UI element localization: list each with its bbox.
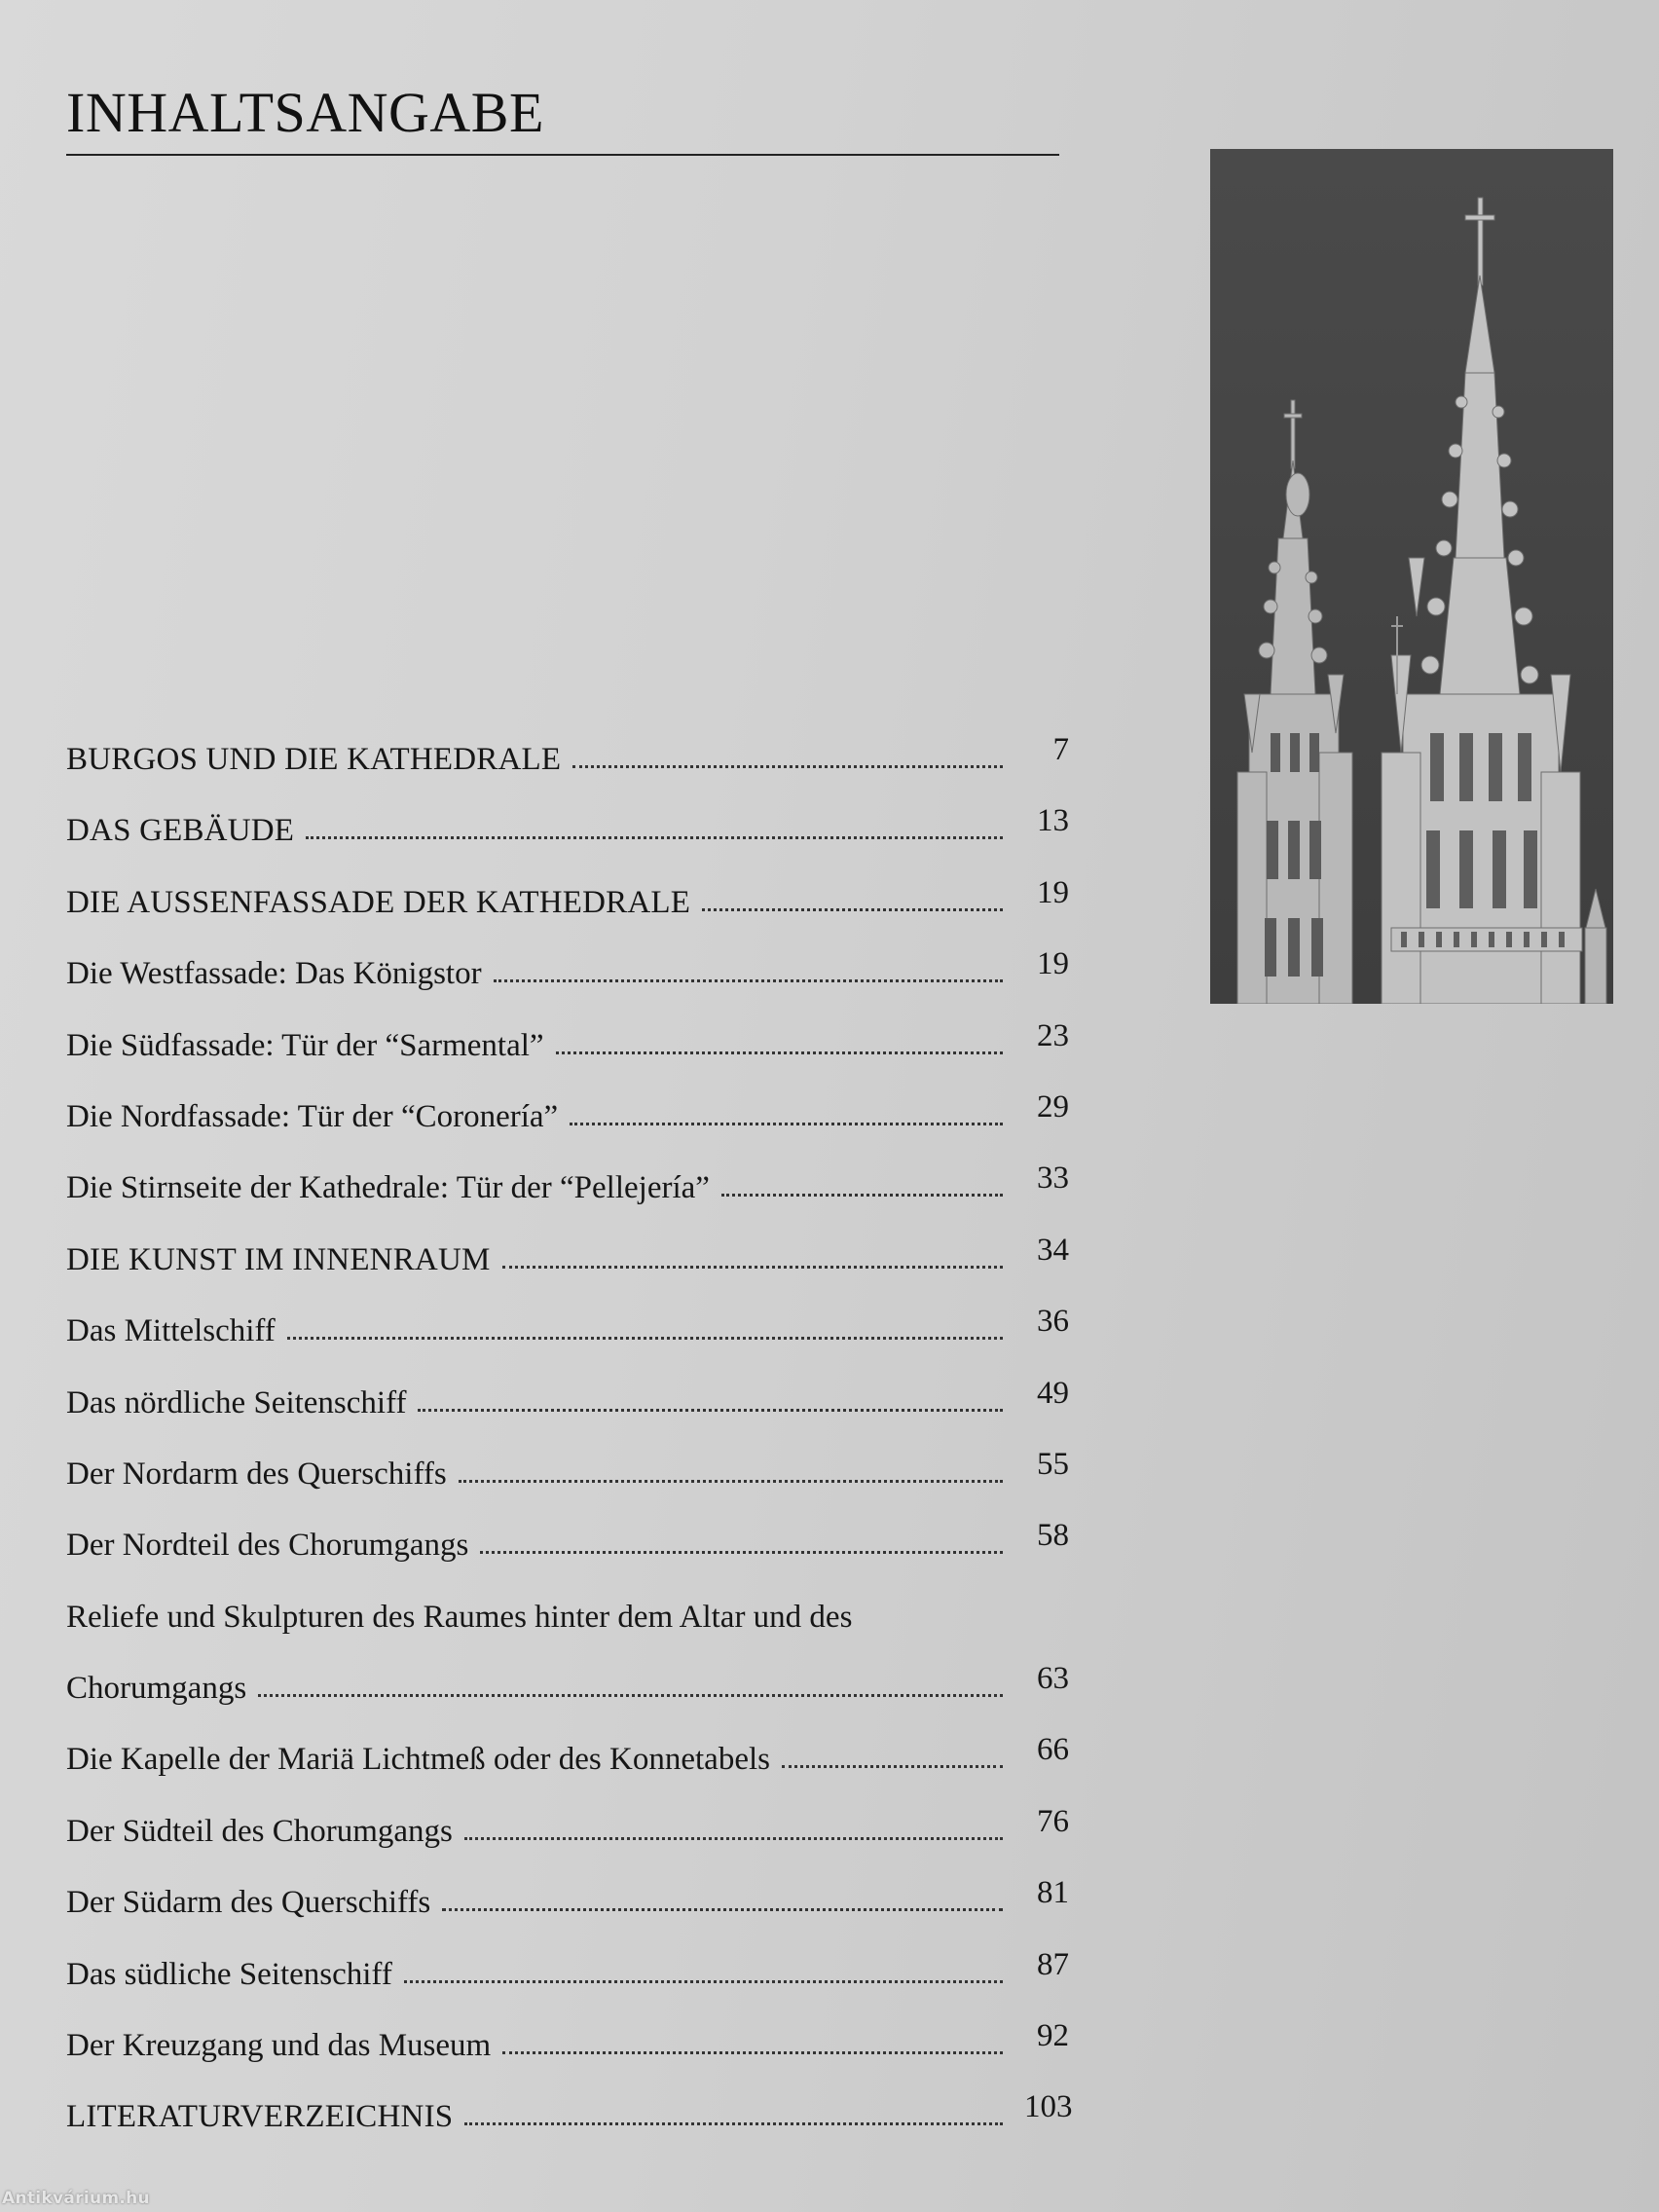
dot-leader: [502, 1266, 1003, 1269]
dot-leader: [494, 979, 1003, 982]
toc-entry: [66, 1946, 1069, 2021]
dot-leader: [442, 1908, 1003, 1911]
toc-entry-title: Der Südarm des Querschiffs: [66, 1885, 431, 1921]
toc-entry: [66, 1446, 1069, 1521]
toc-entry-title: Die Stirnseite der Kathedrale: Tür der “Pellejería”: [66, 1170, 710, 1206]
toc-entry: [66, 1875, 1069, 1949]
toc-page-number: 34: [1037, 1232, 1069, 1268]
toc-entry: [66, 1232, 1069, 1307]
toc-entry-title: LITERATURVERZEICHNIS: [66, 2099, 454, 2135]
toc-entry-title: Der Nordarm des Querschiffs: [66, 1456, 447, 1492]
toc-page-number: 58: [1037, 1518, 1069, 1554]
cathedral-spires-photo: [1210, 149, 1613, 1004]
toc-page-number: 87: [1037, 1946, 1069, 1982]
toc-entry: [66, 1593, 1069, 1664]
toc-entry-title: Das Mittelschiff: [66, 1313, 276, 1349]
toc-entry: [66, 946, 1069, 1020]
dot-leader: [480, 1551, 1003, 1554]
title-underline: [66, 154, 1059, 156]
toc-entry: [66, 1732, 1069, 1806]
toc-page-number: 103: [1024, 2089, 1073, 2125]
page-title: INHALTSANGABE: [66, 81, 544, 144]
dot-leader: [570, 1123, 1003, 1125]
toc-entry: [66, 1017, 1069, 1092]
toc-page-number: 76: [1037, 1803, 1069, 1839]
dot-leader: [404, 1980, 1003, 1983]
toc-entry-title: Die Südfassade: Tür der “Sarmental”: [66, 1027, 544, 1063]
dot-leader: [258, 1694, 1003, 1697]
dot-leader: [556, 1051, 1003, 1054]
watermark-text: Antikvárium.hu: [2, 2189, 150, 2208]
toc-page-number: 49: [1037, 1375, 1069, 1411]
dot-leader: [502, 2051, 1003, 2054]
toc-entry: [66, 1661, 1069, 1735]
toc-entry: [66, 1088, 1069, 1163]
toc-entry-title: Die Kapelle der Mariä Lichtmeß oder des Konnetabels: [66, 1742, 770, 1778]
toc-page-number: 36: [1037, 1304, 1069, 1340]
toc-entry: [66, 1375, 1069, 1450]
toc-page-number: 13: [1037, 803, 1069, 839]
toc-entry-title: Der Südteil des Chorumgangs: [66, 1813, 453, 1849]
toc-entry: [66, 1803, 1069, 1878]
toc-entry-title: Der Nordteil des Chorumgangs: [66, 1528, 469, 1564]
table-of-contents: [66, 732, 1073, 2164]
dot-leader: [418, 1409, 1003, 1412]
toc-entry-title: Der Kreuzgang und das Museum: [66, 2028, 492, 2064]
toc-entry-title: DIE KUNST IM INNENRAUM: [66, 1241, 491, 1277]
toc-entry: [66, 803, 1069, 877]
toc-page-number: 19: [1037, 874, 1069, 910]
toc-page-number: 81: [1037, 1875, 1069, 1911]
dot-leader: [721, 1194, 1003, 1197]
toc-entry: [66, 1518, 1069, 1592]
dot-leader: [464, 1837, 1003, 1840]
toc-entry-title: Chorumgangs: [66, 1671, 247, 1707]
toc-entry-title: Die Nordfassade: Tür der “Coronería”: [66, 1098, 559, 1134]
spires-illustration: [1210, 149, 1613, 1004]
toc-entry-title: DIE AUSSENFASSADE DER KATHEDRALE: [66, 884, 691, 920]
dot-leader: [306, 836, 1003, 839]
toc-entry: [66, 1304, 1069, 1378]
dot-leader: [702, 908, 1003, 911]
toc-page-number: 7: [1052, 732, 1069, 767]
toc-page-number: 92: [1037, 2018, 1069, 2054]
toc-page-number: 23: [1037, 1017, 1069, 1053]
toc-page-number: 19: [1037, 946, 1069, 982]
toc-page-number: 63: [1037, 1661, 1069, 1697]
toc-entry-title: Die Westfassade: Das Königstor: [66, 956, 482, 992]
dot-leader: [782, 1765, 1003, 1768]
toc-entry-title: Reliefe und Skulpturen des Raumes hinter dem Altar und des: [66, 1599, 853, 1635]
toc-entry-title: DAS GEBÄUDE: [66, 813, 295, 849]
toc-entry: [66, 2018, 1069, 2092]
toc-entry-title: Das südliche Seitenschiff: [66, 1956, 392, 1992]
dot-leader: [287, 1337, 1003, 1340]
toc-page-number: 66: [1037, 1732, 1069, 1768]
toc-entry: [66, 874, 1069, 949]
dot-leader: [459, 1480, 1003, 1483]
toc-page-number: 55: [1037, 1446, 1069, 1482]
toc-page-number: 29: [1037, 1088, 1069, 1124]
dot-leader: [464, 2122, 1003, 2125]
toc-page-number: 33: [1037, 1161, 1069, 1197]
toc-entry: [66, 2089, 1073, 2163]
dot-leader: [572, 765, 1003, 768]
toc-entry: [66, 732, 1069, 806]
toc-entry-title: Das nördliche Seitenschiff: [66, 1384, 407, 1420]
toc-entry: [66, 1163, 1069, 1235]
toc-entry-title: BURGOS UND DIE KATHEDRALE: [66, 742, 562, 777]
